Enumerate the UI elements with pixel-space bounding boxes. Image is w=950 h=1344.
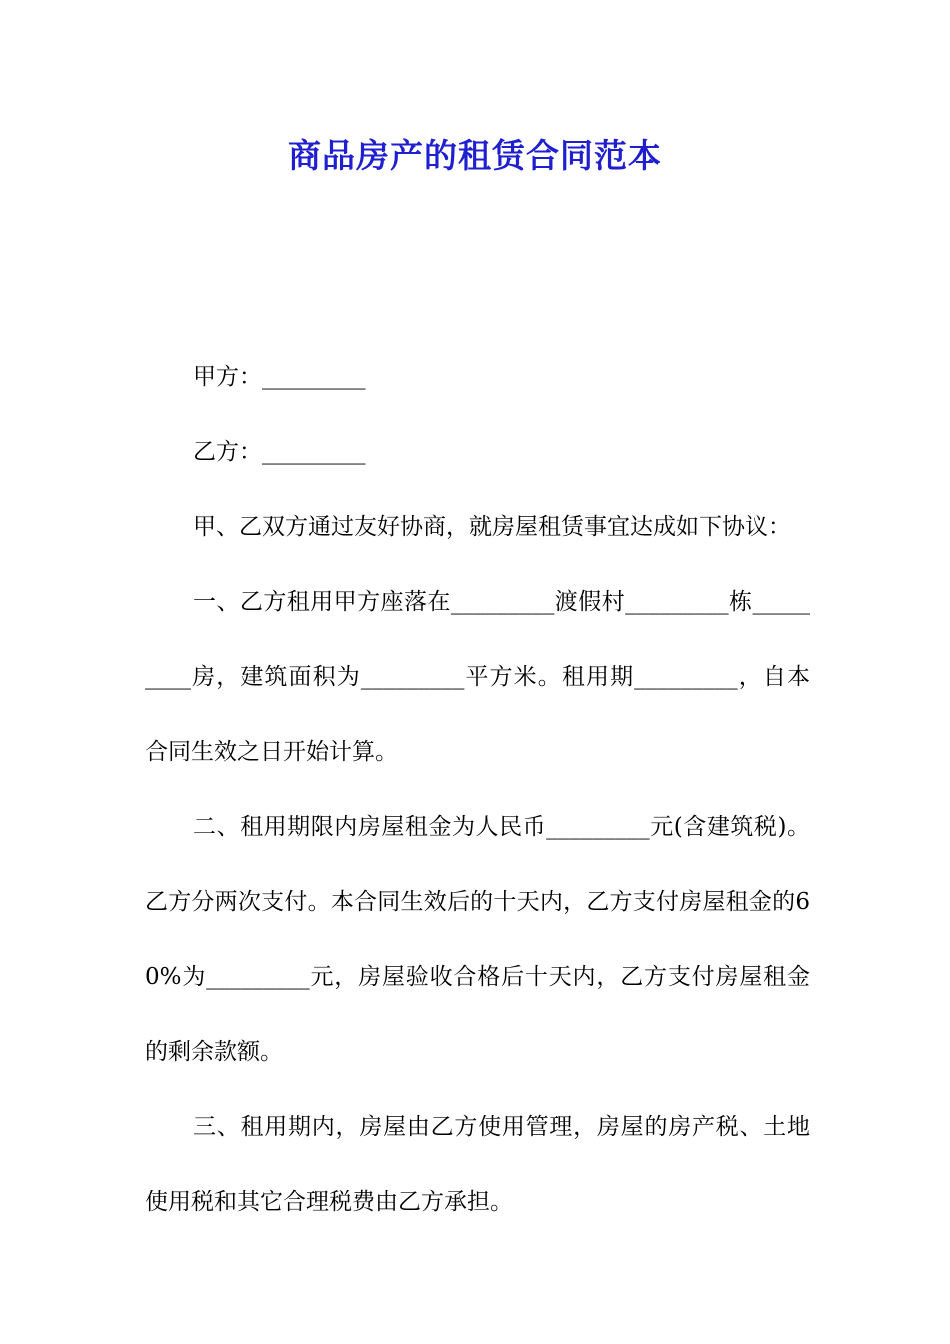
clause-3: 三、租用期内，房屋由乙方使用管理，房屋的房产税、土地使用税和其它合理税费由乙方承担。 bbox=[145, 1114, 810, 1215]
agreement-intro: 甲、乙双方通过友好协商，就房屋租赁事宜达成如下协议： bbox=[193, 514, 791, 540]
party-a-line: 甲方：_________ bbox=[193, 364, 366, 390]
clause-1: 一、乙方租用甲方座落在_________渡假村_________栋_________房，建筑面积为_________平方米。租用期_________，自本合同生效之日开始计算。 bbox=[145, 589, 810, 765]
clause-2: 二、租用期限内房屋租金为人民币_________元(含建筑税)。乙方分两次支付。本合同生效后的十天内，乙方支付房屋租金的60%为_________元，房屋验收合格后十天内，乙方支付房屋租金的剩余款额。 bbox=[145, 814, 810, 1065]
party-b-line: 乙方：_________ bbox=[193, 439, 366, 465]
document-title: 商品房产的租赁合同范本 bbox=[288, 136, 662, 175]
document-body bbox=[145, 340, 810, 1240]
